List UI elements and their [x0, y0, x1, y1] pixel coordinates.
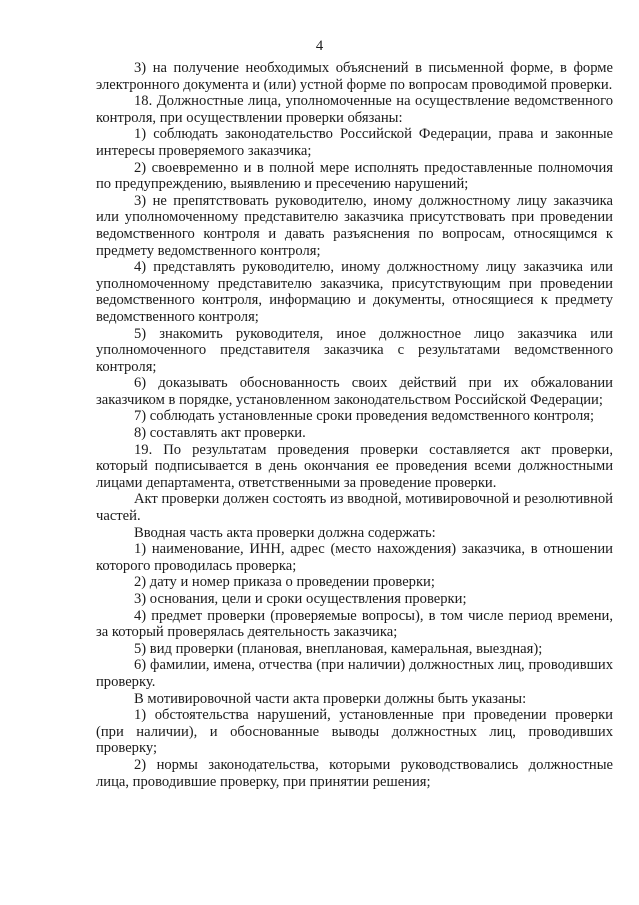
paragraph: 3) основания, цели и сроки осуществления проверки; — [134, 591, 467, 607]
paragraph: 3) не препятствовать руководителю, иному должностному лицу заказчика или уполномоченному представителю заказчика присутствовать при проведении ведомственного контроля и давать разъяснения по вопросам, относящимся к предмету ведомственного контроля; — [96, 192, 613, 259]
paragraph: 7) соблюдать установленные сроки проведения ведомственного контроля; — [134, 408, 595, 425]
paragraph: В мотивировочной части акта проверки должны быть указаны: — [134, 690, 527, 707]
paragraph: 2) дату и номер приказа о проведении проверки; — [134, 574, 435, 591]
paragraph: 19. По результатам проведения проверки составляется акт проверки, который подписывается в день окончания ее проведения всеми должностными лицами департамента, ответственными за проведение проверки. — [96, 441, 613, 491]
paragraph: 1) обстоятельства нарушений, установленные при проведении проверки (при наличии), и обоснованные выводы должностных лиц, проводивших проверку; — [96, 707, 613, 757]
paragraph: Акт проверки должен состоять из вводной, мотивировочной и резолютивной частей. — [96, 491, 613, 525]
paragraph: 2) нормы законодательства, которыми руководствовались должностные лица, проводившие проверку, при принятии решения; — [96, 756, 613, 790]
paragraph: 6) доказывать обоснованность своих действий при их обжаловании заказчиком в порядке, установленном законодательством Российской Федерации; — [96, 375, 613, 408]
paragraph: 8) составлять акт проверки. — [134, 425, 306, 442]
paragraph: 4) предмет проверки (проверяемые вопросы), в том числе период времени, за который проверялась деятельность заказчика; — [96, 607, 613, 641]
paragraph: 5) вид проверки (плановая, внеплановая, камеральная, выездная); — [134, 640, 543, 657]
paragraph: 4) представлять руководителю, иному должностному лицу заказчика или уполномоченному представителю заказчика, присутствующим при проведении ведомственного контроля, информацию и документы, относящиеся к предмету ведомственного контроля; — [96, 259, 613, 325]
paragraph: 18. Должностные лица, уполномоченные на осуществление ведомственного контроля, при осуществлении проверки обязаны: — [96, 93, 613, 126]
page-number: 4 — [315, 38, 324, 54]
paragraph: 2) своевременно и в полной мере исполнять предоставленные полномочия по предупреждению, выявлению и пресечению нарушений; — [96, 159, 613, 193]
paragraph: 5) знакомить руководителя, иное должностное лицо заказчика или уполномоченного представителя заказчика с результатами ведомственного контроля; — [96, 325, 613, 375]
paragraph: 1) соблюдать законодательство Российской Федерации, права и законные интересы проверяемого заказчика; — [96, 126, 613, 159]
paragraph: 1) наименование, ИНН, адрес (место нахождения) заказчика, в отношении которого проводилась проверка; — [96, 541, 613, 574]
paragraph: Вводная часть акта проверки должна содержать: — [134, 524, 436, 541]
paragraph: 3) на получение необходимых объяснений в письменной форме, в форме электронного документа и (или) устной форме по вопросам проводимой проверки. — [96, 60, 613, 93]
paragraph: 6) фамилии, имена, отчества (при наличии) должностных лиц, проводивших проверку. — [96, 657, 613, 690]
document-body — [96, 60, 613, 790]
